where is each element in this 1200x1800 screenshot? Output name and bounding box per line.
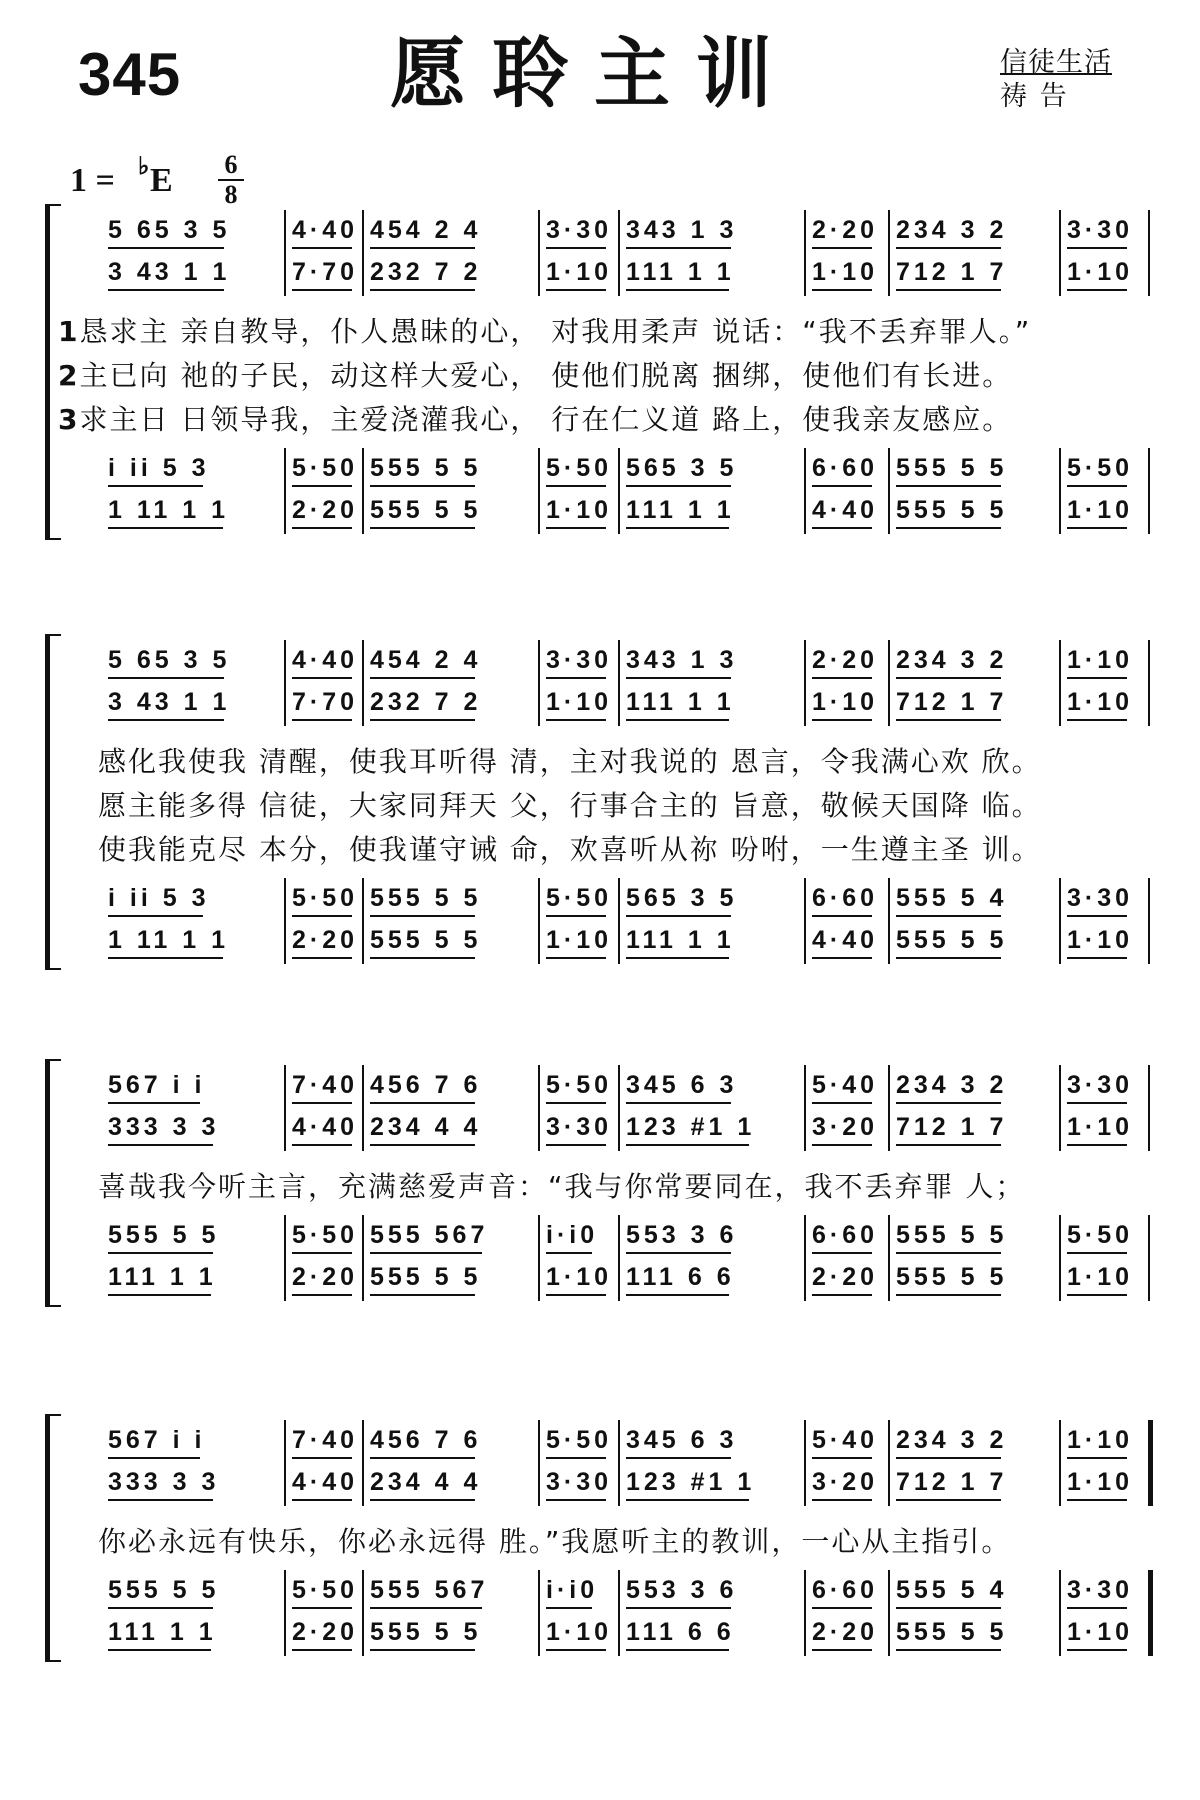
lower-voice: [0, 1466, 1200, 1502]
measure-notes: 555 5 4: [896, 884, 1008, 912]
staff: [0, 1420, 1200, 1506]
verse-number: 2: [58, 359, 80, 392]
measure-notes: 555 5 5: [370, 884, 482, 912]
staff: [0, 1570, 1200, 1656]
measure-notes: 3·30: [1067, 216, 1134, 244]
measure-notes: 712 1 7: [896, 688, 1008, 716]
measure-notes: 234 3 2: [896, 646, 1008, 674]
upper-voice: [0, 1574, 1200, 1610]
lower-voice: [0, 494, 1200, 530]
lyric-line: [58, 354, 1012, 394]
measure-notes: 3·30: [1067, 1071, 1134, 1099]
measure-notes: 345 6 3: [626, 1426, 738, 1454]
measure-notes: 553 3 6: [626, 1221, 738, 1249]
measure-notes: 5·50: [546, 1071, 613, 1099]
measure-notes: 555 5 5: [896, 1263, 1008, 1291]
measure-notes: 4·40: [292, 1113, 359, 1141]
time-numerator: 6: [224, 150, 238, 179]
staff: [0, 1215, 1200, 1301]
measure-notes: 1·10: [1067, 496, 1134, 524]
measure-notes: 234 3 2: [896, 1426, 1008, 1454]
measure-notes: 3·20: [812, 1468, 879, 1496]
measure-notes: 5·50: [546, 454, 613, 482]
lyric-line: [58, 398, 1012, 438]
measure-notes: 5·50: [1067, 454, 1134, 482]
measure-notes: 3·20: [812, 1113, 879, 1141]
measure-notes: 555 5 5: [896, 454, 1008, 482]
measure-notes: 712 1 7: [896, 1113, 1008, 1141]
lyric-line: [58, 310, 1031, 350]
lyric-line: [98, 784, 1042, 824]
measure-notes: 5·50: [292, 454, 359, 482]
measure-notes: 555 5 5: [108, 1576, 220, 1604]
measure-notes: 5·50: [292, 1576, 359, 1604]
measure-notes: 5·50: [546, 1426, 613, 1454]
lyric-text: 恳求主 亲自教导，仆人愚昧的心， 对我用柔声 说话：“我不丢弃罪人。”: [79, 315, 1032, 348]
measure-notes: 5·40: [812, 1071, 879, 1099]
measure-notes: 1·10: [1067, 1618, 1134, 1646]
measure-notes: 7·70: [292, 688, 359, 716]
measure-notes: 1·10: [1067, 688, 1134, 716]
measure-notes: 3 43 1 1: [108, 688, 231, 716]
measure-notes: 1·10: [812, 258, 879, 286]
measure-notes: 123 #1 1: [626, 1468, 756, 1496]
measure-notes: 567 i i: [108, 1071, 206, 1099]
measure-notes: 111 6 6: [626, 1263, 735, 1291]
upper-voice: [0, 1219, 1200, 1255]
lower-voice: [0, 1616, 1200, 1652]
measure-notes: 1·10: [546, 1618, 613, 1646]
staff: [0, 448, 1200, 534]
measure-notes: 2·20: [812, 216, 879, 244]
measure-notes: i ii 5 3: [108, 454, 210, 482]
measure-notes: 2·20: [812, 1263, 879, 1291]
measure-notes: 712 1 7: [896, 1468, 1008, 1496]
measure-notes: 333 3 3: [108, 1468, 220, 1496]
key-letter: E: [150, 162, 173, 199]
measure-notes: 4·40: [292, 646, 359, 674]
lower-voice: [0, 924, 1200, 960]
measure-notes: 555 5 5: [370, 496, 482, 524]
measure-notes: 553 3 6: [626, 1576, 738, 1604]
measure-notes: 5·50: [292, 884, 359, 912]
measure-notes: 2·20: [292, 926, 359, 954]
measure-notes: 111 6 6: [626, 1618, 735, 1646]
measure-notes: 1·10: [1067, 1468, 1134, 1496]
time-signature: [218, 152, 244, 208]
measure-notes: 7·40: [292, 1426, 359, 1454]
measure-notes: 234 4 4: [370, 1113, 482, 1141]
measure-notes: i·i0: [546, 1221, 599, 1249]
time-denominator: 8: [224, 180, 238, 209]
upper-voice: [0, 882, 1200, 918]
lyric-line: [98, 740, 1042, 780]
measure-notes: 1·10: [546, 496, 613, 524]
measure-notes: i·i0: [546, 1576, 599, 1604]
measure-notes: 3·30: [546, 1113, 613, 1141]
hymn-title: 愿聆主训: [390, 29, 798, 118]
measure-notes: 1·10: [1067, 1263, 1134, 1291]
measure-notes: 5·40: [812, 1426, 879, 1454]
measure-notes: 111 1 1: [626, 258, 735, 286]
measure-notes: 567 i i: [108, 1426, 206, 1454]
verse-number: 1: [58, 315, 80, 348]
lyric-line: [98, 1520, 1011, 1560]
measure-notes: 3·30: [546, 1468, 613, 1496]
lower-voice: [0, 686, 1200, 722]
lower-voice: [0, 1261, 1200, 1297]
staff: [0, 878, 1200, 964]
upper-voice: [0, 1424, 1200, 1460]
measure-notes: 4·40: [812, 496, 879, 524]
measure-notes: 234 3 2: [896, 216, 1008, 244]
measure-notes: 456 7 6: [370, 1071, 482, 1099]
measure-notes: 555 567: [370, 1221, 489, 1249]
measure-notes: 232 7 2: [370, 258, 482, 286]
measure-notes: 111 1 1: [626, 688, 735, 716]
measure-notes: 454 2 4: [370, 646, 482, 674]
measure-notes: 2·20: [292, 496, 359, 524]
measure-notes: 1·10: [1067, 1113, 1134, 1141]
measure-notes: 1·10: [1067, 926, 1134, 954]
category-secondary: 祷 告: [1000, 81, 1069, 112]
hymn-category: [1000, 46, 1130, 114]
measure-notes: 234 4 4: [370, 1468, 482, 1496]
measure-notes: 555 5 5: [896, 1221, 1008, 1249]
lyric-text: 主已向 祂的子民，动这样大爱心， 使他们脱离 捆绑，使他们有长进。: [79, 359, 1013, 392]
measure-notes: 1·10: [546, 258, 613, 286]
measure-notes: 1·10: [1067, 646, 1134, 674]
measure-notes: 111 1 1: [108, 1618, 217, 1646]
flat-sign: ♭: [138, 154, 150, 180]
lyric-line: [98, 828, 1042, 868]
measure-notes: 7·70: [292, 258, 359, 286]
measure-notes: 712 1 7: [896, 258, 1008, 286]
measure-notes: 5 65 3 5: [108, 216, 231, 244]
measure-notes: 2·20: [292, 1263, 359, 1291]
lyric-text: 感化我使我 清醒，使我耳听得 清，主对我说的 恩言，令我满心欢 欣。: [98, 745, 1042, 778]
measure-notes: 123 #1 1: [626, 1113, 756, 1141]
measure-notes: 1 11 1 1: [108, 926, 229, 954]
measure-notes: i ii 5 3: [108, 884, 210, 912]
measure-notes: 1·10: [1067, 258, 1134, 286]
measure-notes: 333 3 3: [108, 1113, 220, 1141]
measure-notes: 555 5 5: [370, 1263, 482, 1291]
measure-notes: 4·40: [812, 926, 879, 954]
measure-notes: 555 5 5: [370, 926, 482, 954]
staff: [0, 210, 1200, 296]
measure-notes: 5·50: [546, 884, 613, 912]
measure-notes: 456 7 6: [370, 1426, 482, 1454]
hymn-number: 345: [78, 41, 182, 108]
measure-notes: 343 1 3: [626, 216, 738, 244]
measure-notes: 1·10: [812, 688, 879, 716]
upper-voice: [0, 214, 1200, 250]
measure-notes: 1·10: [546, 1263, 613, 1291]
measure-notes: 6·60: [812, 884, 879, 912]
lyric-text: 你必永远有快乐，你必永远得 胜。”我愿听主的教训，一心从主指引。: [98, 1525, 1012, 1558]
measure-notes: 2·20: [812, 646, 879, 674]
measure-notes: 555 5 5: [108, 1221, 220, 1249]
upper-voice: [0, 452, 1200, 488]
measure-notes: 565 3 5: [626, 884, 738, 912]
category-primary: 信徒生活: [1000, 47, 1112, 78]
lyric-text: 喜哉我今听主言，充满慈爱声音：“我与你常要同在，我不丢弃罪 人；: [98, 1170, 1026, 1203]
measure-notes: 3·30: [1067, 1576, 1134, 1604]
upper-voice: [0, 1069, 1200, 1105]
measure-notes: 6·60: [812, 1576, 879, 1604]
verse-number: 3: [58, 403, 80, 436]
measure-notes: 454 2 4: [370, 216, 482, 244]
measure-notes: 111 1 1: [108, 1263, 217, 1291]
staff: [0, 640, 1200, 726]
lyric-text: 求主日 日领导我，主爱浇灌我心， 行在仁义道 路上，使我亲友感应。: [79, 403, 1013, 436]
measure-notes: 5 65 3 5: [108, 646, 231, 674]
measure-notes: 2·20: [812, 1618, 879, 1646]
measure-notes: 232 7 2: [370, 688, 482, 716]
measure-notes: 2·20: [292, 1618, 359, 1646]
measure-notes: 1·10: [546, 688, 613, 716]
measure-notes: 345 6 3: [626, 1071, 738, 1099]
measure-notes: 1 11 1 1: [108, 496, 229, 524]
measure-notes: 555 5 5: [370, 1618, 482, 1646]
lower-voice: [0, 1111, 1200, 1147]
measure-notes: 555 5 4: [896, 1576, 1008, 1604]
measure-notes: 4·40: [292, 216, 359, 244]
measure-notes: 555 5 5: [896, 1618, 1008, 1646]
measure-notes: 3·30: [546, 216, 613, 244]
measure-notes: 565 3 5: [626, 454, 738, 482]
upper-voice: [0, 644, 1200, 680]
measure-notes: 555 5 5: [896, 496, 1008, 524]
lower-voice: [0, 256, 1200, 292]
measure-notes: 3 43 1 1: [108, 258, 231, 286]
measure-notes: 555 567: [370, 1576, 489, 1604]
lyric-line: [98, 1165, 1025, 1205]
measure-notes: 555 5 5: [896, 926, 1008, 954]
key-prefix: 1 =: [70, 162, 115, 199]
lyric-text: 愿主能多得 信徒，大家同拜天 父，行事合主的 旨意，敬候天国降 临。: [98, 789, 1042, 822]
measure-notes: 234 3 2: [896, 1071, 1008, 1099]
measure-notes: 5·50: [292, 1221, 359, 1249]
measure-notes: 111 1 1: [626, 926, 735, 954]
measure-notes: 5·50: [1067, 1221, 1134, 1249]
measure-notes: 111 1 1: [626, 496, 735, 524]
measure-notes: 6·60: [812, 1221, 879, 1249]
measure-notes: 3·30: [1067, 884, 1134, 912]
staff: [0, 1065, 1200, 1151]
measure-notes: 555 5 5: [370, 454, 482, 482]
measure-notes: 1·10: [546, 926, 613, 954]
measure-notes: 6·60: [812, 454, 879, 482]
lyric-text: 使我能克尽 本分，使我谨守诫 命，欢喜听从祢 吩咐，一生遵主圣 训。: [98, 833, 1042, 866]
measure-notes: 4·40: [292, 1468, 359, 1496]
measure-notes: 1·10: [1067, 1426, 1134, 1454]
measure-notes: 3·30: [546, 646, 613, 674]
measure-notes: 343 1 3: [626, 646, 738, 674]
measure-notes: 7·40: [292, 1071, 359, 1099]
